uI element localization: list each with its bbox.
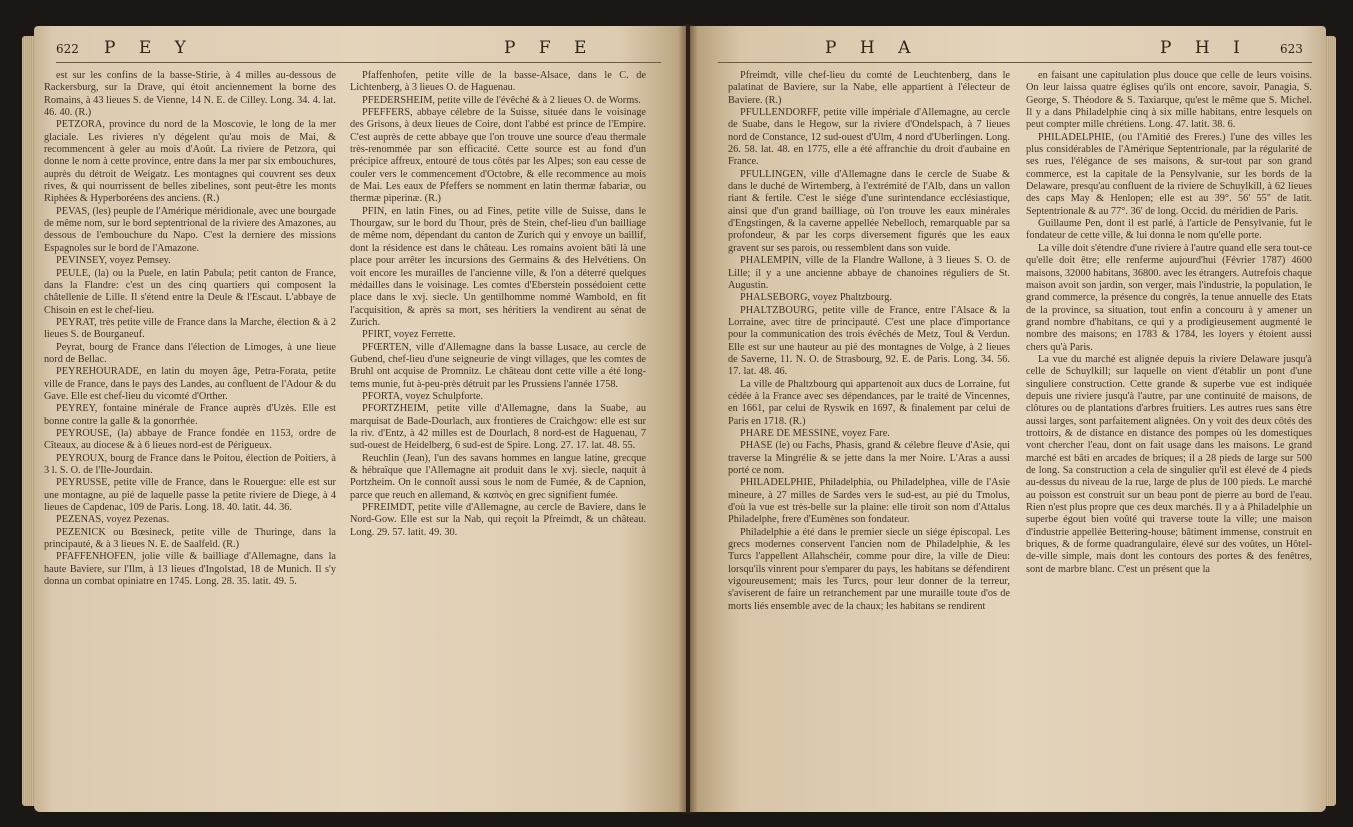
right-header-rule xyxy=(718,62,1312,63)
right-column-2 xyxy=(1026,70,1312,775)
entry: PEULE, (la) ou la Puele, en latin Pabula; petit canton de France, dans la Flandre: c'est un des cinq quartiers qui composent la châtellenie de Lille. Il s'étend entre la Deule & l'Escaut. L'abbaye de Chisoin en est le chef-lieu. xyxy=(44,267,336,316)
entry: PHARE DE MESSINE, voyez Fare. xyxy=(740,427,890,439)
left-running-head: P E Y xyxy=(104,38,195,58)
book-gutter xyxy=(678,24,698,814)
entry: Pfreimdt, ville chef-lieu du comté de Leuchtenberg, dans le palatinat de Baviere, sur la Nabe, elle appartient à l'électeur de Baviere. (R.) xyxy=(728,70,1010,106)
entry: Reuchlin (Jean), l'un des savans hommes en langue latine, grecque & hébraïque que l'Allemagne ait produit dans le xvj. siecle, naquit à Portzheim. On le connoît aussi sous le nom de Fumée, & de Capnion, parce que reuch en allemand, & καπνὸς en grec signifient fumée. xyxy=(350,452,646,501)
right-page-number: 623 xyxy=(1280,42,1303,56)
entry: PHALSEBORG, voyez Phaltzbourg. xyxy=(740,292,892,304)
entry: PFULLINGEN, ville d'Allemagne dans le cercle de Suabe & dans le duché de Wirtemberg, à l'extrémité de l'Alb, dans un vallon riant & fertile. C'est le siége d'une surintendance ecclésiastique, ainsi que d'un grand bailliage, où l'on trouve les eaux minérales d'Engstingen, & la caverne appellée Nebelloch, remarquable par sa profondeur, & par les corps diversement figurés que les eaux gravent sur ses parois, ou ressemblent dans son vuide. xyxy=(728,168,1010,254)
entry: La ville doit s'étendre d'une riviere à l'autre quand elle sera tout-ce qu'elle doit être; elle renferme aujourd'hui (Février 1787) 4600 maisons, 32000 habitans, 36800. avec les étrangers. Autrefois chaque maison avoit son jardin, son verger, mais l'industrie, la population, le grand commerce, la présence du congrès, la tenue annuelle des Etats de la province, sa situation, tout enfin a concouru à y amener un grand nombre d'habitans, ce qui y a prodigieusement augmenté le nombre des maisons; en 1783 & 1784, les loyers y étoient aussi chers qu'à Paris. xyxy=(1026,242,1312,353)
left-center-head: P F E xyxy=(504,38,596,58)
right-center-head: P H A xyxy=(825,38,920,58)
entry: PFIN, en latin Fines, ou ad Fines, petite ville de Suisse, dans le Thourgaw, sur le bord du Thour, près de Stein, chef-lieu d'un bailliage de même nom, dépendant du canton de Zurich qui y envoye un baillif, dont la résidence est dans le château. Les romains avoient bâti là une place pour arrêter les incursions des Germains & des Helvétiens. On voit encore les murailles de l'ancienne ville, & l'on a déterré quelques médailles dans le voisinage. Les comtes d'Eberstein possédoient cette place dans le xvj. siecle. Un gentilhomme nommé Wambold, en fit l'acquisition, & après sa mort, ses héritiers la vendirent au sénat de Zurich. xyxy=(350,205,646,328)
entry: PHALEMPIN, ville de la Flandre Wallone, à 3 lieues S. O. de Lille; il y a une ancienne abbaye de chanoines réguliers de St. Augustin. xyxy=(728,255,1010,291)
entry: PFŒRTEN, ville d'Allemagne dans la basse Lusace, au cercle de Gubend, chef-lieu d'une seigneurie de vingt villages, que les comtes de Bruhl ont acquise de Promnitz. Le château dont cette ville a été long-tems munie, fut à-peu-près détruit par les Prussiens l'année 1758. xyxy=(350,341,646,390)
entry: PHALTZBOURG, petite ville de France, entre l'Alsace & la Lorraine, avec titre de principauté. C'est une place d'importance pour la communication des trois évêchés de Metz, Toul & Verdun. Elle est sur une hauteur au pié des montagnes de Volge, à 2 lieues de Saverne, 11. N. O. de Strasbourg, 92. E. de Paris. Long. 34. 56. 17. lat. 48. 46. xyxy=(728,304,1010,378)
entry: PFORTZHEIM, petite ville d'Allemagne, dans la Suabe, au marquisat de Bade-Dourlach, aux frontieres de Craichgow: elle est sur la riv. d'Entz, à 42 milles est de Dourlach, 8 nord-est de Haguenau, 7 sud-ouest de Heidelberg, 6 sud-est de Spire. Long. 27. 17. lat. 48. 55. xyxy=(350,403,646,452)
entry: Philadelphie a été dans le premier siecle un siége épiscopal. Les grecs modernes conservent l'ancien nom de Philadelphie, & les Turcs l'appellent Allahschéir, comme pour dire, la ville de Dieu: lorsqu'ils vinrent pour s'emparer du pays, les habitans se défendirent vigoureusement; mais les Turcs, pour leur donner de la terreur, s'aviserent de faire un retranchement par une muraille toute d'os de morts liés ensemble avec de la chaux; les habitans se rendirent xyxy=(728,526,1010,612)
entry: est sur les confins de la basse-Stirie, à 4 milles au-dessous de Rackersburg, sur la Drave, qui étoit anciennement la borne des Romains, à 43 lieues S. de Vienne, 14 N. E. de Cilley. Long. 34. 4. lat. 46. 40. (R.) xyxy=(44,70,336,119)
entry: PHILADELPHIE, Philadelphia, ou Philadelphea, ville de l'Asie mineure, à 27 milles de Sardes vers le sud-est, au pié du Tmolus, d'où la vue est très-belle sur la plaine: elle tiroit son nom d'Attalus Philadelphe, frere d'Eumènes son fondateur. xyxy=(728,477,1010,526)
entry: PFORTA, voyez Schulpforte. xyxy=(362,390,483,402)
entry: PHASE (le) ou Fachs, Phasis, grand & célebre fleuve d'Asie, qui traverse la Mingrélie & se jette dans la mer Noire. L'Aras a aussi porté ce nom. xyxy=(728,440,1010,476)
entry: PEYREY, fontaine minérale de France auprès d'Uzès. Elle est bonne contre la galle & la gonorrhée. xyxy=(44,403,336,427)
entry: PFAFFENHOFEN, jolie ville & bailliage d'Allemagne, dans la haute Baviere, sur l'Ilm, à 13 lieues d'Ingolstad, 18 de Munich. Il s'y donna un combat opiniatre en 1745. Long. 28. 35. latit. 49. 5. xyxy=(44,551,336,588)
entry: PFEDERSHEIM, petite ville de l'évêché & à 2 lieues O. de Worms. xyxy=(362,94,641,106)
entry: PEZENAS, voyez Pezenas. xyxy=(56,514,170,526)
entry: PEYRAT, très petite ville de France dans la Marche, élection & à 2 lieues S. de Bourganeuf. xyxy=(44,316,336,341)
entry: PEYREHOURADE, en latin du moyen âge, Petra-Forata, petite ville de France, dans le pays des Landes, au confluent de l'Adour & du Gave. Elle est chef-lieu du vicomté d'Orther. xyxy=(44,366,336,402)
entry: Pfaffenhofen, petite ville de la basse-Alsace, dans le C. de Lichtenberg, à 3 lieues O. de Haguenau. xyxy=(350,70,646,94)
entry: en faisant une capitulation plus douce que celle de leurs voisins. On leur laissa quatre églises qu'ils ont encore, savoir, Panagia, S. George, S. Théodore & S. Taxiarque, qu'est le même que S. Michel. Il y a dans Philadelphie cinq à six mille habitans, entre lesquels on peut compter mille chrétiens. Long. 47. latit. 38. 6. xyxy=(1026,70,1312,131)
entry: PFIRT, voyez Ferrette. xyxy=(362,329,456,341)
entry: Guillaume Pen, dont il est parlé, à l'article de Pensylvanie, fut le fondateur de cette ville, & lui donna le nom qu'elle porte. xyxy=(1026,218,1312,242)
left-header-rule xyxy=(56,62,661,63)
entry: PFEFFERS, abbaye célebre de la Suisse, située dans le voisinage des Grisons, à deux lieues de Coire, dont l'abbé est prince de l'Empire. C'est auprès de cette abbaye que l'on trouve une source d'eau thermale très-renommée par son efficacité. Cette source est au fond d'un précipice affreux, entouré de tous côtés par les Alpes; son eau cesse de couler vers le commencement d'Octobre, & elle recommence au mois de Mai. Les eaux de Pfeffers se nomment en latin thermæ fabariæ, ou thermæ piperinæ. (R.) xyxy=(350,107,646,205)
right-column-1 xyxy=(728,70,1010,775)
entry: La vue du marché est alignée depuis la riviere Delaware jusqu'à celle de Schuylkill; sur laquelle on vient d'établir un pont d'une singuliere construction. Cette grande & superbe vue est indiquée depuis une riviere jusqu'à l'autre, par une continuité de maisons, de clôtures ou de plantations d'arbres fruitiers. Les autres rues sans être aussi larges, sont parfaitement alignées. On y voit des deux côtés des trottoirs, & de distance en distance des pompes où les domestiques vont chercher l'eau, dont on fait usage dans les maisons. Le grand marché est bâti en arcades de briques; il a 28 pieds de large sur 500 de long. Sa construction a cela de singulier qu'il est élevé de 4 pieds au-dessus du niveau de la rue, large de plus de 100 pieds. Le marché au poisson est construit sur un beau pont de pierre au bord de l'eau. Rien n'est plus propre que ces deux marchés. Il y a à Philadelphie un superbe égout bien voûté qui traverse toute la ville; une maison d'industrie appellée Bettering-house; bâtiment immense, construit en briques, & de forme quadrangulaire, élevé sur des voûtes, un Hôtel-de-ville simple, mais dont les contours des portes & des fenêtres, sont de marbre blanc. C'est un présent que la xyxy=(1026,353,1312,575)
entry: PEYROUSE, (la) abbaye de France fondée en 1153, ordre de Cîteaux, au diocese & à 6 lieues nord-est de Périgueux. xyxy=(44,427,336,452)
entry: PHILADELPHIE, (ou l'Amitié des Freres.) l'une des villes les plus considérables de l'Amérique Septentrionale, par la régularité de ses rues, l'élégance de ses maisons, & sur-tout par son grand commerce, est la capitale de la Pensylvanie, sur les bords de la Delaware, presqu'au confluent de la riviere de Schuylkill, à 62 lieues des caps May & Henlopen; elle est au 39°. 56' 55" de latit. Septentrionale & au 77°. 36' de long. Occid. du méridien de Paris. xyxy=(1026,131,1312,217)
left-page-number: 622 xyxy=(56,42,79,56)
entry: La ville de Phaltzbourg qui appartenoit aux ducs de Lorraine, fut cédée à la France avec ses dépendances, par le traité de Vincennes, en 1661, par celui de Ryswik en 1697, & finalement par celui de Paris en 1718. (R.) xyxy=(728,378,1010,427)
entry: PFULLENDORFF, petite ville impériale d'Allemagne, au cercle de Suabe, dans le Hegow, sur la riviere d'Ondelspach, à 7 lieues nord de Constance, 12 sud-ouest d'Ulm, 4 nord d'Uberlingen. Long. 26. 58. lat. 48. en 1775, elle a été affranchie du droit d'aubaine en France. xyxy=(728,107,1010,168)
entry: PEYROUX, bourg de France dans le Poitou, élection de Poitiers, à 3 l. S. O. de l'Ile-Jourdain. xyxy=(44,452,336,476)
entry: PEZENICK ou Bœsineck, petite ville de Thuringe, dans la principauté, & à 3 lieues N. E. de Saalfeld. (R.) xyxy=(44,526,336,551)
left-column-2 xyxy=(350,70,646,775)
entry: PETZORA, province du nord de la Moscovie, le long de la mer glaciale. Les rivieres n'y dégelent qu'au mois de Mai, & recommencent à geler au mois d'Août. La riviere de Petzora, qui donne le nom à cette province, entre dans la mer par six embouchures, auprès du détroit de Weigatz. Les montagnes qui couvrent ses deux rives, & qui nourrissent de belles zibelines, sont peut-être les monts Riphées & Hyperboréens des anciens. (R.) xyxy=(44,119,336,205)
right-page xyxy=(690,26,1326,812)
entry: PFREIMDT, petite ville d'Allemagne, au cercle de Baviere, dans le Nord-Gow. Elle est sur la Nab, qui reçoit la Pfreimdt, & un château. Long. 29. 57. latit. 49. 30. xyxy=(350,502,646,538)
entry: PEVAS, (les) peuple de l'Amérique méridionale, avec une bourgade de même nom, sur le bord septentrional de la riviere des Amazones, au dessous de l'embouchure du Napo. C'est la derniere des missions Espagnoles sur le bord de l'Amazone. xyxy=(44,205,336,254)
entry: Peyrat, bourg de France dans l'élection de Limoges, à une lieue nord de Bellac. xyxy=(44,341,336,365)
entry: PEVINSEY, voyez Pemsey. xyxy=(56,255,171,267)
right-running-head: P H I xyxy=(1160,38,1249,58)
entry: PEYRUSSE, petite ville de France, dans le Rouergue: elle est sur une montagne, au pié de laquelle passe la petite riviere de Diege, à 4 lieues de Capdenac, 109 de Paris. Long. 18. 40. latit. 44. 36. xyxy=(44,477,336,514)
left-page xyxy=(34,26,686,812)
left-column-1 xyxy=(44,70,336,775)
